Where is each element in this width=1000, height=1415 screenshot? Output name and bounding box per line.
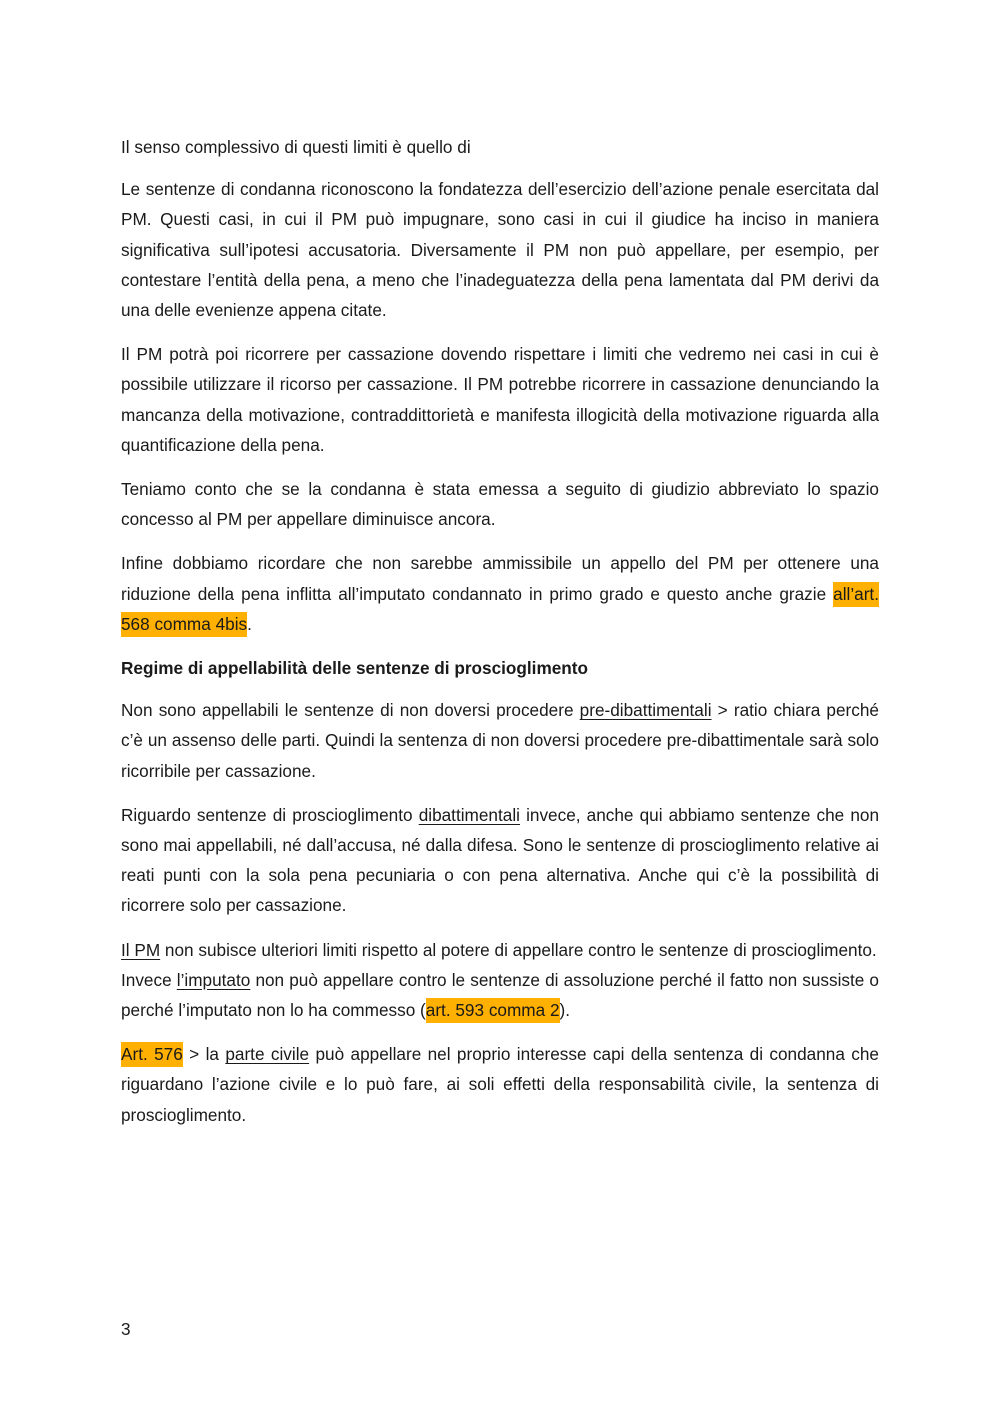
paragraph-imputato <box>121 965 879 1025</box>
paragraph-intro: Il senso complessivo di questi limiti è quello di <box>121 137 471 157</box>
paragraph-dibattimentali <box>121 800 879 921</box>
text-segment: non può appellare contro le sentenze di assoluzione perché il fatto non sussiste o perché l’imputato non lo ha commesso ( <box>121 969 879 1021</box>
text-segment: Non sono appellabili le sentenze di non doversi procedere <box>121 700 580 721</box>
paragraph-pm-limiti <box>121 935 879 965</box>
section-heading: Regime di appellabilità delle sentenze di proscioglimento <box>121 658 589 679</box>
text-segment: Riguardo sentenze di proscioglimento <box>121 804 419 825</box>
paragraph-condanna: Le sentenze di condanna riconoscono la fondatezza dell’esercizio dell’azione penale esercitata dal PM. Questi casi, in cui il PM può impugnare, sono casi in cui il giudice ha inciso in maniera significativa sull’ipotesi accusatoria. Diversamente il PM non può appellare, per esempio, per contestare l’entità della pena, a meno che l’inadeguatezza della pena lamentata dal PM derivi da una delle evenienze appena citate. <box>121 179 879 321</box>
paragraph-cassazione: Il PM potrà poi ricorrere per cassazione dovendo rispettare i limiti che vedremo nei casi in cui è possibile utilizzare il ricorso per cassazione. Il PM potrebbe ricorrere in cassazione denunciando la mancanza della motivazione, contraddittorietà e manifesta illogicità della motivazione riguarda alla quantificazione della pena. <box>121 344 879 455</box>
paragraph-riduzione-pena <box>121 548 879 639</box>
paragraph-abbreviato: Teniamo conto che se la condanna è stata emessa a seguito di giudizio abbreviato lo spazio concesso al PM per appellare diminuisce ancora. <box>121 479 879 530</box>
text-segment: può appellare nel proprio interesse capi della sentenza di condanna che riguardano l’azione civile e lo può fare, ai soli effetti della responsabilità civile, la sentenza di proscioglimento. <box>121 1044 879 1125</box>
text-segment: . <box>247 613 252 634</box>
text-segment: > la <box>182 1044 226 1065</box>
text-segment: ). <box>559 1000 571 1021</box>
highlighted-reference: art. 593 comma 2 <box>426 998 560 1023</box>
text-segment: > ratio chiara perché c’è un assenso delle parti. Quindi la sentenza di non doversi procedere pre-dibattimentale sarà solo ricorribile per cassazione. <box>121 700 879 781</box>
page-number: 3 <box>121 1319 131 1339</box>
text-segment: Invece <box>121 969 177 990</box>
highlighted-reference: all’art. 568 comma 4bis <box>121 582 879 637</box>
text-segment: invece, anche qui abbiamo sentenze che non sono mai appellabili, né dall’accusa, né dalla difesa. Sono le sentenze di proscioglimento relative ai reati punti con la sola pena pecuniaria o con pena alternativa. Anche qui c’è la possibilità di ricorrere solo per cassazione. <box>121 804 880 916</box>
underlined-term: Il PM <box>121 939 161 960</box>
paragraph-parte-civile <box>121 1039 879 1130</box>
underlined-term: l’imputato <box>176 969 251 990</box>
text-segment: non subisce ulteriori limiti rispetto al potere di appellare contro le sentenze di proscioglimento. <box>160 939 877 960</box>
underlined-term: parte civile <box>225 1044 310 1065</box>
text-segment: Infine dobbiamo ricordare che non sarebbe ammissibile un appello del PM per ottenere una riduzione della pena inflitta all’imputato condannato in primo grado e questo anche grazie <box>121 553 879 604</box>
underlined-term: pre-dibattimentali <box>579 700 712 721</box>
highlighted-reference: Art. 576 <box>121 1042 183 1067</box>
paragraph-predibattimentali <box>121 695 879 786</box>
document-page <box>121 132 879 1144</box>
underlined-term: dibattimentali <box>418 804 520 825</box>
